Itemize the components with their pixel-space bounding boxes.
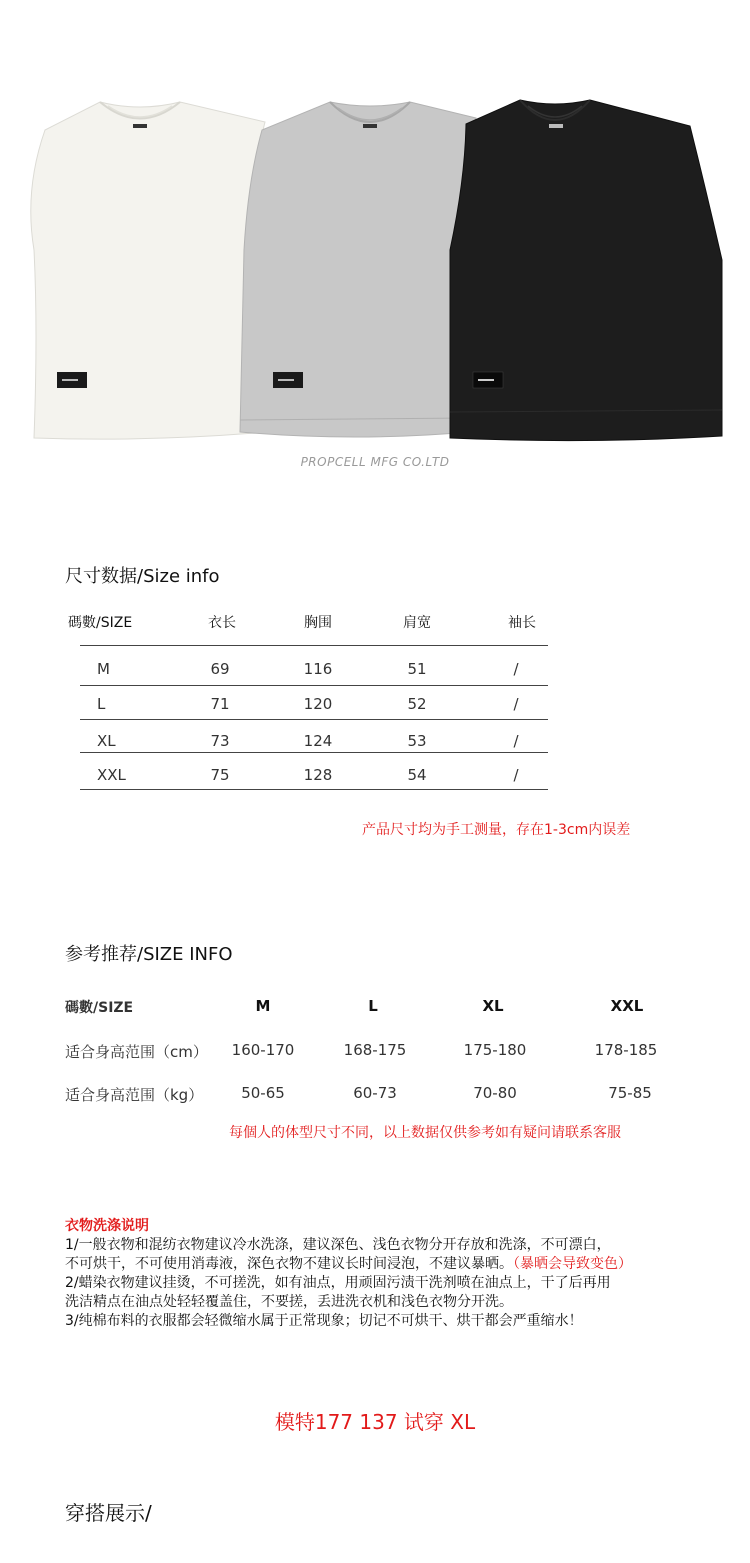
size-header-size: 碼數/SIZE [68,615,133,631]
care-warning: （暴晒会导致变色） [513,1256,632,1272]
table-cell: 175-180 [463,1041,527,1059]
ref-header-size: 碼數/SIZE [65,1000,134,1016]
table-cell: 53 [407,732,427,750]
table-cell: / [513,660,519,678]
brand-caption: PROPCELL MFG CO.LTD [300,455,450,469]
care-line-text: 不可烘干，不可使用消毒液，深色衣物不建议长时间浸泡，不建议暴晒。 [65,1256,513,1272]
size-header-shoulder: 肩宽 [403,615,431,631]
table-cell: 120 [303,695,333,713]
product-photo [0,0,750,450]
ref-header-l: L [368,997,378,1015]
size-header-length: 衣长 [208,615,236,631]
size-header-chest: 胸围 [304,615,332,631]
table-cell: 75 [210,766,230,784]
table-cell: 69 [210,660,230,678]
care-line [65,1253,632,1273]
ref-header-xxl: XXL [610,997,644,1015]
ref-header-m: M [255,997,271,1015]
table-rule [80,752,548,753]
black-tank-top [450,100,722,441]
table-rule [80,789,548,790]
table-cell: 116 [303,660,333,678]
table-cell: XL [97,732,116,750]
care-title: 衣物洗涤说明 [65,1218,149,1234]
table-cell: 71 [210,695,230,713]
model-fit-note: 模特177 137 试穿 XL [274,1410,476,1434]
table-cell: / [513,695,519,713]
table-cell: / [513,766,519,784]
reference-note: 每個人的体型尺寸不同，以上数据仅供参考如有疑问请联系客服 [229,1125,621,1141]
reference-title: 参考推荐/SIZE INFO [65,944,233,965]
outfit-title: 穿搭展示/ [65,1501,152,1525]
table-cell: XXL [97,766,126,784]
size-header-sleeve: 袖长 [508,615,536,631]
care-line: 3/纯棉布料的衣服都会轻微缩水属于正常现象；切记不可烘干、烘干都会严重缩水！ [65,1313,583,1329]
weight-range-label: 适合身高范围（kg） [65,1086,204,1104]
table-cell: M [97,660,110,678]
ref-header-xl: XL [482,997,504,1015]
table-rule [80,719,548,720]
height-range-label: 适合身高范围（cm） [65,1043,208,1061]
grey-tank-top [240,102,476,437]
table-cell: 54 [407,766,427,784]
table-cell: 60-73 [353,1084,397,1102]
table-rule [80,685,548,686]
table-cell: 52 [407,695,427,713]
table-cell: 73 [210,732,230,750]
table-cell: 51 [407,660,427,678]
size-info-title: 尺寸数据/Size info [65,566,220,587]
table-cell: L [97,695,106,713]
care-line: 1/一般衣物和混纺衣物建议冷水洗涤，建议深色、浅色衣物分开存放和洗涤，不可漂白， [65,1237,611,1253]
care-line: 2/蜡染衣物建议挂烫，不可搓洗，如有油点，用顽固污渍干洗剂喷在油点上，干了后再用 [65,1275,611,1291]
care-line: 洗洁精点在油点处轻轻覆盖住，不要搓，丢进洗衣机和浅色衣物分开洗。 [65,1294,513,1310]
table-cell: 168-175 [343,1041,407,1059]
table-cell: 50-65 [241,1084,285,1102]
table-cell: 128 [303,766,333,784]
table-cell: / [513,732,519,750]
table-cell: 75-85 [608,1084,652,1102]
table-cell: 178-185 [594,1041,658,1059]
table-rule [80,645,548,646]
table-cell: 70-80 [473,1084,517,1102]
white-tank-top [31,102,268,439]
table-cell: 160-170 [231,1041,295,1059]
table-cell: 124 [303,732,333,750]
measurement-note: 产品尺寸均为手工测量，存在1-3cm内误差 [362,822,631,838]
